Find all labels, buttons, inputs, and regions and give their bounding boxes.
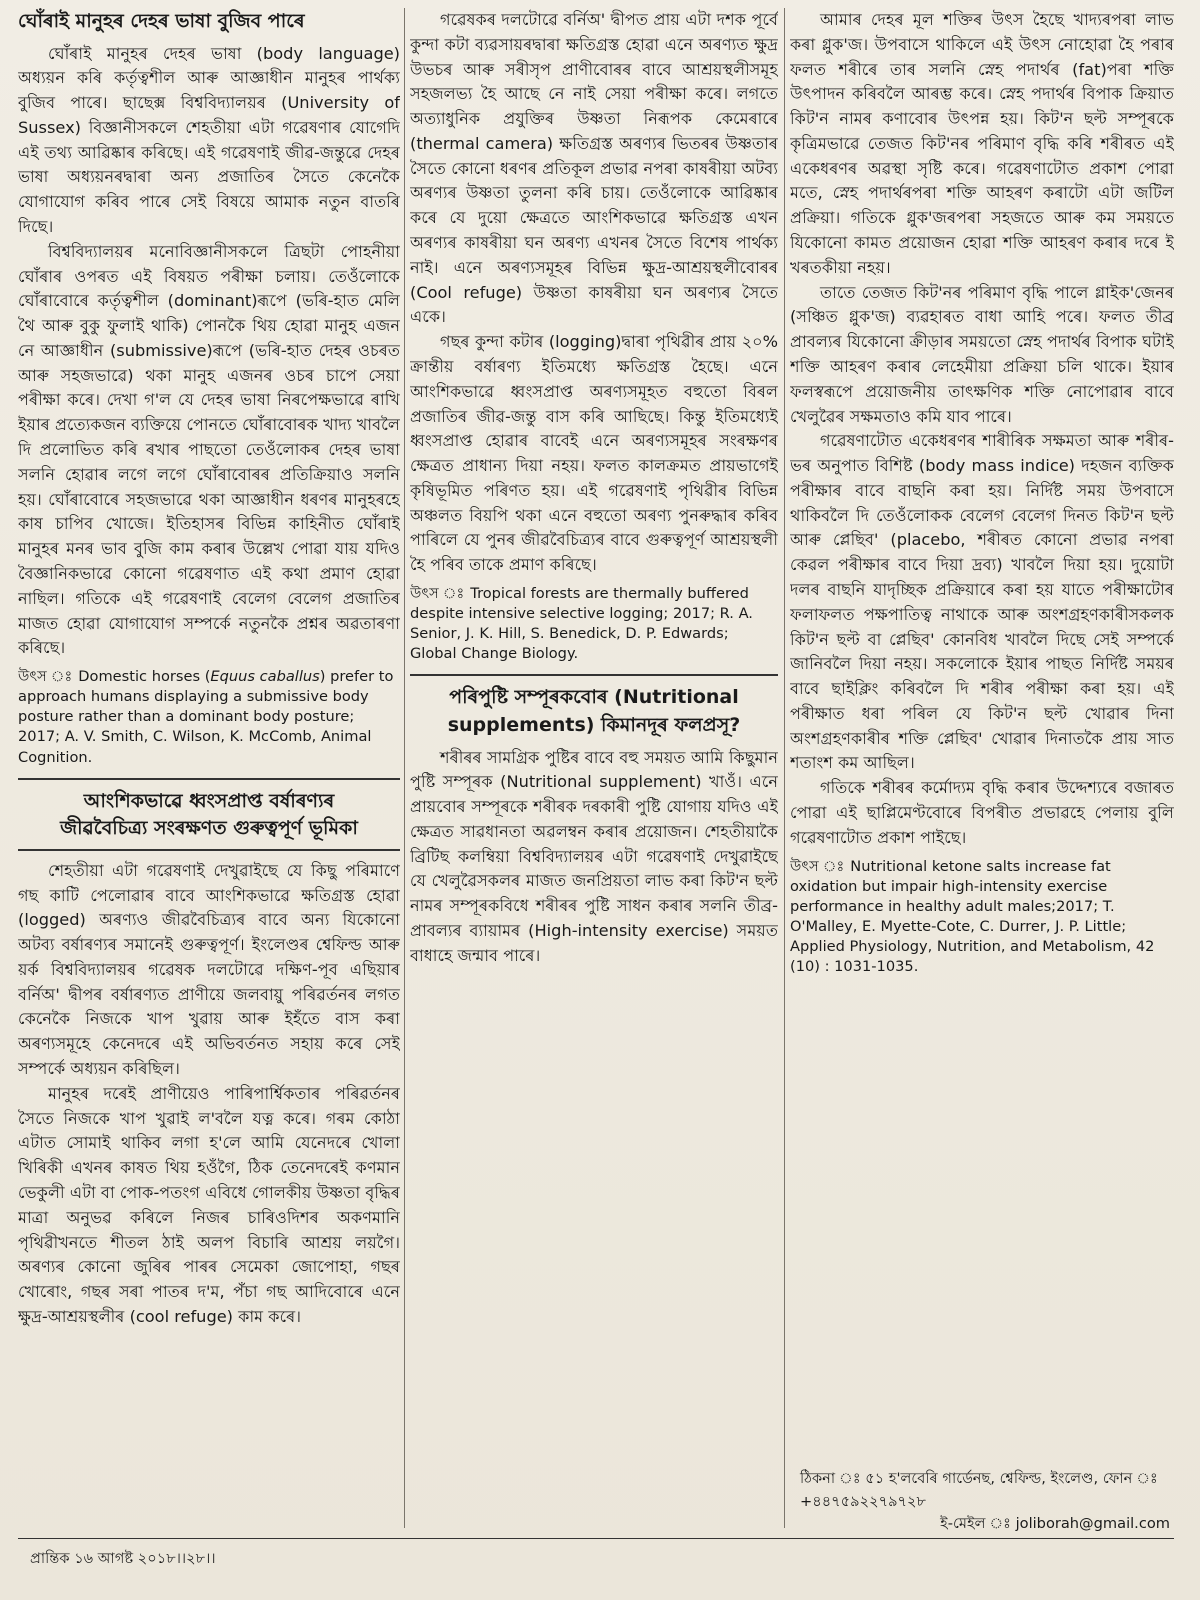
article-paragraph: গতিকে শৰীৰৰ কৰ্মোদ্যম বৃদ্ধি কৰাৰ উদ্দেশ্যৰে বজাৰত পোৱা এই ছাপ্লিমেণ্টবোৰে বিপৰীত প্ৰভাৱহে পেলায় বুলি গৱেষণাটোত প্ৰকাশ পাইছে। [790,778,1174,847]
column-3 [790,8,1174,1470]
source-text: Domestic horses ( [78,668,211,686]
section-divider [18,778,400,780]
source-text: ) prefer to approach humans displaying a submissive body posture rather than a dominant body posture; 2017; A. V. Smith, C. Wilson, K. McComb, Animal Cognition. [18,668,394,766]
column-divider [784,8,785,1528]
article-title [18,788,400,843]
article-paragraph: শৰীৰৰ সামগ্ৰিক পুষ্টিৰ বাবে বহু সময়ত আমি কিছুমান পুষ্টি সম্পূৰক (Nutritional supplement) খাওঁ। এনে প্ৰায়বোৰ সম্পূৰকে শৰীৰক দৰকাৰী পুষ্টি যোগায় যদিও এই ক্ষেত্ৰত সাৱধানতা অৱলম্বন কৰাৰ প্ৰয়োজন। শেহতীয়াকৈ ব্ৰিটিছ কলম্বিয়া বিশ্ববিদ্যালয়ৰ এটা গৱেষণাই দেখুৱাইছে যে খেলুৱৈসকলৰ মাজত জনপ্ৰিয়তা লাভ কৰা কিট'ন ছল্ট নামৰ সম্পূৰকবিধে শৰীৰৰ পুষ্টি সাধন কৰাৰ সলনি তীব্ৰ-প্ৰাবল্যৰ ব্যায়ামৰ (High-intensity exercise) সময়ত বাধাহে জন্মাব পাৰে। [410,747,778,965]
author-email: ই-মেইল ঃ joliborah@gmail.com [940,1515,1170,1533]
section-divider [18,849,400,851]
article-paragraph: ঘোঁৰাই মানুহৰ দেহৰ ভাষা (body language) অধ্যয়ন কৰি কৰ্তৃত্বশীল আৰু আজ্ঞাধীন মানুহৰ পাৰ্থক্য বুজিব পাৰে। ছাছেক্স বিশ্ববিদ্যালয়ৰ (University of Sussex) বিজ্ঞানীসকলে শেহতীয়া এটা গৱেষণাৰ যোগেদি এই তথ্য আৱিষ্কাৰ কৰিছে। এই গৱেষণাই জীৱ-জন্তুৱে দেহৰ ভাষা অধ্যয়নৰদ্বাৰা অন্য প্ৰজাতিৰ সৈতে কেনেকৈ যোগাযোগ কৰিব পাৰে সেই বিষয়ে আমাক নতুন বাতৰি দিছে। [18,43,400,237]
article-paragraph: গৱেষণাটোত একেধৰণৰ শাৰীৰিক সক্ষমতা আৰু শৰীৰ-ভৰ অনুপাত বিশিষ্ট (body mass indice) দহজন ব্যক্তিক পৰীক্ষাৰ বাবে বাছনি কৰা হয়। নিৰ্দিষ্ট সময় উপবাসে থাকিবলৈ দি তেওঁলোকক বেলেগ বেলেগ দিনত কিট'ন ছল্ট আৰু প্লেছিব' (placebo, শৰীৰত কোনো প্ৰভাৱ নপৰা কেৱল পৰীক্ষাৰ বাবে দিয়া দ্ৰব্য) খাবলৈ দিয়া হয়। দুয়োটা দলৰ বাছনি যাদৃচ্ছিক প্ৰক্ৰিয়াৰে কৰা হয় যাতে পৰীক্ষাটোৰ ফলাফলত পক্ষপাতিত্ব নাথাকে আৰু অংশগ্ৰহণকাৰীসকলক কিট'ন ছল্ট বা প্লেছিব' কোনবিধ খাবলৈ দিছে সেই সম্পৰ্কে জানিবলৈ দিয়া নহয়। সকলোকে ইয়াৰ পাছত নিৰ্দিষ্ট সময়ৰ বাবে ছাইক্লিং কৰিবলৈ দি শৰীৰ পৰীক্ষা কৰা হয়। এই পৰীক্ষাত ধৰা পৰিল যে কিট'ন ছল্ট খোৱাৰ দিনা অংশগ্ৰহণকাৰীৰ শক্তি প্লেছিব' খোৱাৰ দিনাতকৈ প্ৰায় সাত শতাংশ কম আছিল। [790,431,1174,773]
article-paragraph: বিশ্ববিদ্যালয়ৰ মনোবিজ্ঞানীসকলে ত্ৰিছটা পোহনীয়া ঘোঁৰাৰ ওপৰত এই বিষয়ত পৰীক্ষা চলায়। তেওঁলোকে ঘোঁৰাবোৰে কৰ্তৃত্বশীল (dominant)ৰূপে (ভৰি-হাত মেলি থৈ আৰু বুকু ফুলাই থাকি) পোনকৈ থিয় হোৱা মানুহ এজন নে আজ্ঞাধীন (submissive)ৰূপে (ভৰি-হাত দেহৰ ওচৰত আৰু সহজভাৱে) থকা মানুহ এজনৰ ওচৰ চাপে সেয়া পৰীক্ষা কৰে। দেখা গ'ল যে দেহৰ ভাষা নিৰপেক্ষভাৱে ৰাখি ইয়াৰ প্ৰত্যেকজন ব্যক্তিয়ে পোনতে ঘোঁৰাবোৰক খাদ্য খাবলৈ দি প্ৰলোভিত কৰি ৰখাৰ পাছতো তেওঁলোকৰ দেহৰ ভাষা সলনি হোৱাৰ লগে লগে ঘোঁৰাবোৰৰ প্ৰতিক্ৰিয়াও সলনি হয়। ঘোঁৰাবোৰে সহজভাৱে থকা আজ্ঞাধীন ধৰণৰ মানুহৰহে কাষ চাপিব খোজে। ইতিহাসৰ বিভিন্ন কাহিনীত ঘোঁৰাই মানুহৰ মনৰ ভাব বুজি কাম কৰাৰ উল্লেখ পোৱা যায় যদিও বৈজ্ঞানিকভাৱে কোনো গৱেষণাত এই কথা প্ৰমাণ হোৱা নাছিল। গতিকে এই গৱেষণাই বেলেগ বেলেগ প্ৰজাতিৰ মাজত হোৱা যোগাযোগ সম্পৰ্কে নতুনকৈ প্ৰশ্নৰ অৱতাৰণা কৰিছে। [18,241,400,658]
article-paragraph: গছৰ কুন্দা কটাৰ (logging)দ্বাৰা পৃথিৱীৰ প্ৰায় ২০% ক্ৰান্তীয় বৰ্ষাৰণ্য ইতিমধ্যে ক্ষতিগ্ৰস্ত হৈছে। এনে আংশিকভাৱে ধ্বংসপ্ৰাপ্ত অৰণ্যসমূহত বহুতো বিৰল প্ৰজাতিৰ জীৱ-জন্তু বাস কৰি আছিছে। কিন্তু ইতিমধ্যেই ধ্বংসপ্ৰাপ্ত হোৱাৰ বাবেই এনে অৰণ্যসমূহৰ সংৰক্ষণৰ ক্ষেত্ৰত প্ৰাধান্য দিয়া নহয়। ফলত কালক্ৰমত প্ৰায়ভাগেই কৃষিভূমিত পৰিণত হয়। এই গৱেষণাই পৃথিৱীৰ বিভিন্ন অঞ্চলত বিয়পি থকা এনে বহুতো অৰণ্য পুনৰুদ্ধাৰ কৰিব পাৰিলে যে পুনৰ জীৱবৈচিত্ৰ্যৰ বাবে গুৰুত্বপূৰ্ণ আশ্ৰয়স্থলী হৈ পৰিব তাকে প্ৰমাণ কৰিছে। [410,332,778,575]
article-title: ঘোঁৰাই মানুহৰ দেহৰ ভাষা বুজিব পাৰে [18,10,305,32]
article-title: পৰিপুষ্টি সম্পূৰকবোৰ (Nutritional supplements) কিমানদূৰ ফলপ্ৰসূ? [447,686,741,737]
species-name: Equus caballus [210,668,320,686]
column-2 [410,8,778,1532]
source-text: Nutritional ketone salts increase fat oxidation but impair high-intensity exercise performance in healthy adult males;2017; T. O'Malley, E. Myette-Cote, C. Durrer, J. P. Little; Applied Physiology, Nutrition, and Metabolism, 42 (10) : 1031-1035. [790,857,1155,976]
source-label: উৎস ঃ [790,857,845,875]
article-paragraph: আমাৰ দেহৰ মূল শক্তিৰ উৎস হৈছে খাদ্যৰপৰা লাভ কৰা গ্লুক'জ। উপবাসে থাকিলে এই উৎস নোহোৱা হৈ পৰাৰ ফলত শৰীৰে তাৰ সলনি স্নেহ পদাৰ্থৰ (fat)পৰা শক্তি উৎপাদন কৰিবলৈ আৰম্ভ কৰে। স্নেহ পদাৰ্থৰ বিপাক ক্ৰিয়াত কিট'ন নামৰ কণাবোৰ উৎপন্ন হয়। কিট'ন ছল্ট সম্পূৰকে কৃত্ৰিমভাৱে তেজত কিট'নৰ পৰিমাণ বৃদ্ধি কৰি শৰীৰত এই একেধৰণৰ অৱস্থা সৃষ্টি কৰে। গৱেষণাটোত প্ৰকাশ পোৱা মতে, স্নেহ পদাৰ্থৰপৰা শক্তি আহৰণ কৰাটো এটা জটিল প্ৰক্ৰিয়া। গতিকে গ্লুক'জৰপৰা সহজতে আৰু কম সময়তে যিকোনো কামত প্ৰয়োজন হোৱা শক্তি আহৰণ কৰাৰ দৰে ই খৰতকীয়া নহয়। [790,10,1174,277]
article-paragraph: মানুহৰ দৰেই প্ৰাণীয়েও পাৰিপাৰ্শ্বিকতাৰ পৰিৱৰ্তনৰ সৈতে নিজকে খাপ খুৱাই ল'বলৈ যত্ন কৰে। গৰম কোঠা এটাত সোমাই থাকিব লগা হ'লে আমি যেনেদৰে খোলা খিৰিকী এখনৰ কাষত থিয় হওঁগৈ, ঠিক তেনেদৰেই কণমান ভেকুলী এটা বা পোক-পতংগ এবিধে গোলকীয় উষ্ণতা বৃদ্ধিৰ মাত্ৰা অনুভৱ কৰিলে নিজৰ চাৰিওদিশৰ অকণমানি পৃথিৱীখনতে শীতল ঠাই অলপ বিচাৰি আশ্ৰয় লয়গৈ। অৰণ্যৰ কোনো জুৰিৰ পাৰৰ সেমেকা জোপোহা, গছৰ খোৰোং, গছৰ সৰা পাতৰ দ'ম, পঁচা গছ আদিবোৰে এনে ক্ষুদ্ৰ-আশ্ৰয়স্থলীৰ (cool refuge) কাম কৰে। [18,1083,400,1326]
article-paragraph: শেহতীয়া এটা গৱেষণাই দেখুৱাইছে যে কিছু পৰিমাণে গছ কাটি পেলোৱাৰ বাবে আংশিকভাৱে ক্ষতিগ্ৰস্ত হোৱা (logged) অৰণ্যও জীৱবৈচিত্ৰ্যৰ বাবে অন্য যিকোনো অটব্য বৰ্ষাৰণ্যৰ সমানেই গুৰুত্বপূৰ্ণ। ইংলেণ্ডৰ শ্বেফিল্ড আৰু য়ৰ্ক বিশ্ববিদ্যালয়ৰ গৱেষক দলটোৱে দক্ষিণ-পূব এছিয়াৰ বৰ্নিঅ' দ্বীপৰ বৰ্ষাৰণ্যত প্ৰাণীয়ে জলবায়ু পৰিৱৰ্তনৰ লগত কেনেকৈ নিজকে খাপ খুৱায় আৰু ইহঁতে বাস কৰা অৰণ্যসমূহে কেনেদৰে এই অভিবৰ্তনত সহায় কৰে সেই সম্পৰ্কে অধ্যয়ন কৰিছিল। [18,860,400,1079]
article-paragraph: তাতে তেজত কিট'নৰ পৰিমাণ বৃদ্ধি পালে গ্লাইক'জেনৰ (সঞ্চিত গ্লুক'জ) ব্যৱহাৰত বাধা আহি পৰে। ফলত তীব্ৰ প্ৰাবল্যৰ যিকোনো ক্ৰীড়াৰ সময়তো স্নেহ পদাৰ্থৰ বিপাক ঘটাই শক্তি আহৰণ কৰাৰ লেহেমীয়া প্ৰক্ৰিয়া চলি থাকে। ইয়াৰ ফলস্বৰূপে প্ৰয়োজনীয় তাৎক্ষণিক শক্তি নোপোৱাৰ বাবে খেলুৱৈৰ সক্ষমতাও কমি যাব পাৰে। [790,282,1174,426]
author-address: ঠিকনা ঃ ৫১ হ'লবেৰি গাৰ্ডেনছ, শ্বেফিল্ড, ইংলেণ্ড, ফোন ঃ +৪৪৭৫৯২২৭৯৭২৮ [800,1470,1158,1510]
source-citation [410,584,778,665]
source-text: Tropical forests are thermally buffered despite intensive selective logging; 2017; R. A. Senior, J. K. Hill, S. Benedick, D. P. Edwards; Global Change Biology. [410,584,753,663]
source-citation [18,667,400,768]
title-line: জীৱবৈচিত্ৰ্য সংৰক্ষণত গুৰুত্বপূৰ্ণ ভূমিকা [60,817,358,840]
column-divider [404,8,405,1528]
source-label: উৎস ঃ [410,584,465,602]
author-contact [800,1468,1170,1536]
column-1 [18,8,400,1532]
source-label: উৎস ঃ [18,668,73,686]
article-paragraph: গৱেষকৰ দলটোৱে বৰ্নিঅ' দ্বীপত প্ৰায় এটা দশক পূৰ্বে কুন্দা কটা ব্যৱসায়ৰদ্বাৰা ক্ষতিগ্ৰস্ত হোৱা এনে অৰণ্যত ক্ষুদ্ৰ উভচৰ আৰু সৰীসৃপ প্ৰাণীবোৰৰ বাবে আশ্ৰয়স্থলীসমূহ সহজলভ্য হৈ আছে নে নাই সেয়া পৰীক্ষা কৰে। লগতে অত্যাধুনিক প্ৰযুক্তিৰ উষ্ণতা নিৰূপক কেমেৰাৰে (thermal camera) ক্ষতিগ্ৰস্ত অৰণ্যৰ ভিতৰৰ উষ্ণতাৰ সৈতে কোনো ধৰণৰ প্ৰতিকূল প্ৰভাৱ নপৰা কাষৰীয়া অটব্য অৰণ্যৰ উষ্ণতা তুলনা কৰি চায়। তেওঁলোকে আৱিষ্কাৰ কৰে যে দুয়ো ক্ষেত্ৰতে আংশিকভাৱে ক্ষতিগ্ৰস্ত এখন অৰণ্যৰ কাষৰীয়া ঘন অৰণ্য এখনৰ সৈতে বিশেষ পাৰ্থক্য নাই। এনে অৰণ্যসমূহৰ বিভিন্ন ক্ষুদ্ৰ-আশ্ৰয়স্থলীবোৰৰ (Cool refuge) উষ্ণতা কাষৰীয়া ঘন অৰণ্যৰ সৈতে একে। [410,10,778,327]
title-line: আংশিকভাৱে ধ্বংসপ্ৰাপ্ত বৰ্ষাৰণ্যৰ [83,789,335,812]
source-citation [790,857,1174,978]
section-divider [410,674,778,676]
footer-divider [18,1538,1174,1539]
page-footer: প্ৰান্তিক ১৬ আগষ্ট ২০১৮।।২৮।। [30,1550,216,1567]
